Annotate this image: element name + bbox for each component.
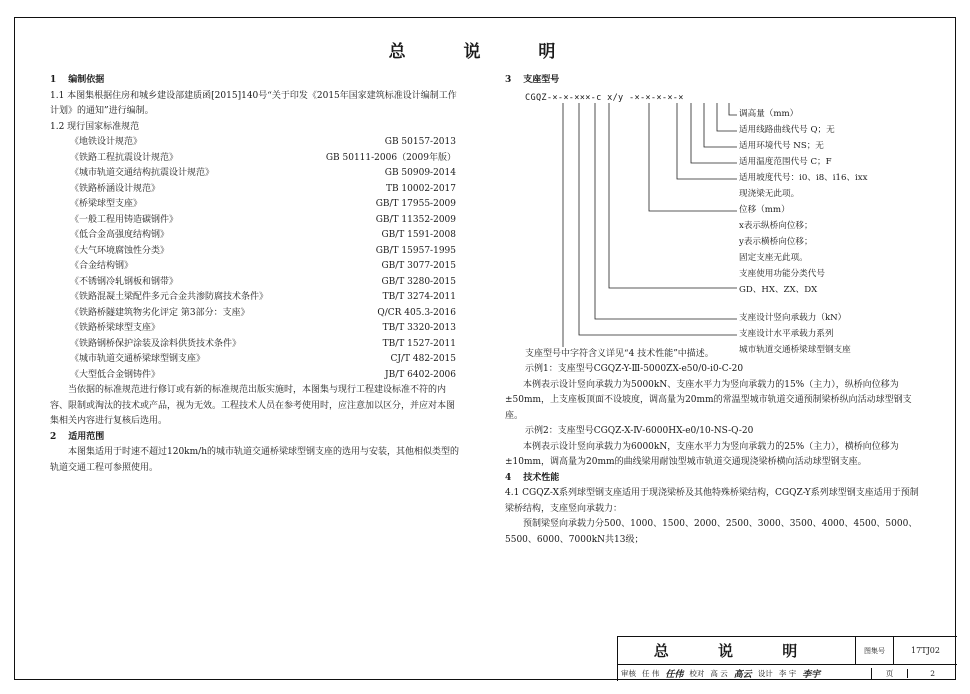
reviewer-signature: 任伟 — [665, 669, 684, 680]
standard-row — [50, 197, 462, 213]
standard-code: GB/T 15957-1995 — [375, 245, 456, 256]
callout-label: 适用环境代号 NS；无 — [739, 140, 824, 151]
standard-name: 《铁路钢桥保护涂装及涂料供货技术条件》 — [70, 338, 242, 349]
callout-label: y表示横桥向位移； — [739, 236, 813, 247]
standard-row — [50, 213, 462, 229]
section-1-number: 1 — [50, 75, 57, 85]
standard-name: 《合金结构钢》 — [70, 261, 134, 271]
section-1-title: 编制依据 — [68, 75, 105, 85]
callout-label: 支座使用功能分类代号 — [739, 268, 825, 279]
standard-name: 《铁路桥隧建筑物劣化评定 第3部分：支座》 — [70, 307, 250, 318]
callout-label: 城市轨道交通桥梁球型钢支座 — [739, 344, 851, 355]
leader-temp — [691, 103, 737, 163]
section-2-number: 2 — [50, 431, 57, 442]
standard-code: TB/T 3274-2011 — [382, 292, 456, 302]
standard-code: GB 50157-2013 — [384, 137, 456, 147]
check-label: 校对 — [689, 668, 705, 678]
standard-name: 《铁路桥涵设计规范》 — [70, 183, 161, 194]
approval-row — [618, 665, 957, 681]
example-2-description: 本例表示设计竖向承载力为6000kN，支座水平力为竖向承载力的25%（主力），横桥向位移为±10mm，调高量为20mm的曲线梁用耐蚀型城市轨道交通现浇梁桥横向活动球型钢支座。 — [505, 441, 899, 467]
page-label: 页 — [871, 668, 908, 679]
leader-disp — [649, 103, 737, 211]
leader-adjust — [729, 103, 737, 115]
leader-slope — [677, 103, 737, 179]
callout-label: GD、HX、ZX、DX — [739, 284, 818, 295]
leader-hload — [579, 103, 737, 335]
model-code: CGQZ-×-×-×××-c x/y -×-×-×-×-× — [525, 92, 684, 103]
standard-code: TB/T 3320-2013 — [382, 323, 456, 333]
section-3-number: 3 — [505, 75, 512, 85]
standard-row — [50, 151, 462, 167]
example-1-description: 本例表示设计竖向承载力为5000kN、支座水平力为竖向承载力的15%（主力），纵桥向位移为±50mm，上支座板顶面不设坡度，调高量为20mm的常温型城市轨道交通预制梁桥纵向活动球型钢支座。 — [505, 379, 912, 421]
callout-label: 适用温度范围代号 C；F — [739, 156, 832, 167]
standard-row — [50, 337, 462, 353]
checker-signature: 高云 — [733, 669, 752, 680]
design-label: 设计 — [757, 668, 773, 678]
designer-name: 李 宇 — [778, 668, 797, 678]
standards-list — [50, 135, 462, 383]
standard-row — [50, 368, 462, 384]
standard-code: CJ/T 482-2015 — [390, 354, 456, 364]
standard-row — [50, 290, 462, 306]
title-block — [617, 636, 957, 681]
section-3-heading — [505, 73, 925, 89]
paragraph-2: 本图集适用于时速不超过120km/h的城市轨道交通桥梁球型钢支座的选用与安装，其他相似类型的轨道交通工程可参照使用。 — [50, 447, 459, 473]
callout-label: 调高量（mm） — [739, 108, 799, 119]
standard-row — [50, 182, 462, 198]
callout-label: 适用线路曲线代号 Q；无 — [739, 124, 835, 135]
callout-label: x表示纵桥向位移； — [739, 220, 813, 231]
section-4-title: 技术性能 — [523, 472, 560, 483]
section-2-heading — [50, 430, 462, 446]
standard-code: TB 10002-2017 — [385, 183, 456, 194]
standard-code: GB/T 3077-2015 — [381, 261, 456, 271]
standard-code: GB/T 1591-2008 — [381, 230, 456, 240]
review-label: 审核 — [621, 668, 636, 678]
standard-code: GB/T 3280-2015 — [381, 276, 456, 287]
reviewer-name: 任 伟 — [642, 668, 660, 678]
callout-label: 支座设计竖向承载力（kN） — [739, 312, 847, 323]
right-column — [505, 73, 925, 548]
standard-row — [50, 352, 462, 368]
atlas-number-label: 图集号 — [856, 637, 894, 665]
standard-name: 《铁路桥梁球型支座》 — [70, 323, 161, 333]
paragraph-note: 当依据的标准规范进行修订或有新的标准规范出版实施时，本图集与现行工程建设标准不符的内容、限制或淘汰的技术或产品，视为无效。工程技术人员在参考使用时，应注意加以区分，并应对本图集相关内容进行复核后选用。 — [50, 385, 456, 426]
section-1-heading — [50, 73, 462, 89]
standard-code: Q/CR 405.3-2016 — [377, 307, 456, 318]
standard-name: 《地铁设计规范》 — [70, 137, 143, 147]
standard-name: 《铁路工程抗震设计规范》 — [70, 152, 179, 163]
standard-row — [50, 135, 462, 151]
standard-code: GB 50909-2014 — [384, 168, 456, 178]
standard-code: GB/T 17955-2009 — [375, 199, 456, 209]
section-2-title: 适用范围 — [68, 431, 105, 442]
standard-row — [50, 321, 462, 337]
standard-name: 《一般工程用铸造碳钢件》 — [70, 214, 179, 225]
standard-name: 《低合金高强度结构钢》 — [70, 230, 170, 240]
paragraph-3a: 支座型号中字符含义详见“4 技术性能”中描述。 — [525, 348, 714, 359]
paragraph-4-2: 预制梁竖向承载力分500、1000、1500、2000、2500、3000、3500、4000、4500、5000、5500、6000、7000kN共13级； — [505, 519, 918, 545]
standard-name: 《桥梁球型支座》 — [70, 199, 143, 209]
section-4-number: 4 — [505, 472, 512, 483]
standard-code: GB/T 11352-2009 — [375, 214, 456, 225]
paragraph-1-2: 1.2 现行国家标准规范 — [50, 121, 140, 132]
standard-name: 《城市轨道交通结构抗震设计规范》 — [70, 168, 215, 178]
page-title: 总 说 明 — [388, 42, 582, 62]
standard-row — [50, 275, 462, 291]
leader-env — [704, 103, 737, 147]
standard-code: GB 50111-2006（2009年版） — [325, 152, 456, 163]
callout-label: 固定支座无此项。 — [739, 252, 808, 263]
example-2: 示例2：支座型号CGQZ-X-Ⅳ-6000HX-e0/10-NS-Q-20 — [525, 426, 754, 436]
standard-row — [50, 228, 462, 244]
checker-name: 高 云 — [710, 668, 728, 678]
standard-row — [50, 166, 462, 182]
standard-row — [50, 244, 462, 260]
page-number: 2 — [907, 669, 957, 678]
standard-name: 《大气环境腐蚀性分类》 — [70, 245, 170, 256]
callout-label: 位移（mm） — [739, 204, 790, 215]
callout-label: 适用坡度代号：i0、i8、i16、ixx — [739, 172, 868, 183]
standard-name: 《城市轨道交通桥梁球型钢支座》 — [70, 354, 206, 364]
section-4-heading — [505, 471, 925, 487]
leader-curve — [717, 103, 737, 131]
designer-signature: 李宇 — [802, 669, 821, 680]
left-column — [50, 73, 462, 476]
standard-row — [50, 259, 462, 275]
standard-row — [50, 306, 462, 322]
section-3-title: 支座型号 — [523, 75, 560, 85]
standard-code: TB/T 1527-2011 — [382, 338, 456, 349]
title-block-title: 总 说 明 — [618, 637, 856, 665]
paragraph-4-1: 4.1 CGQZ-X系列球型钢支座适用于现浇梁桥及其他特殊桥梁结构，CGQZ-Y系列球型钢支座适用于预制梁桥结构，支座竖向承载力： — [505, 488, 919, 514]
standard-name: 《铁路混凝土梁配件多元合金共渗防腐技术条件》 — [70, 292, 269, 302]
standard-name: 《不锈钢冷轧钢板和钢带》 — [70, 276, 179, 287]
callout-label: 现浇梁无此项。 — [739, 188, 800, 199]
callout-leader-lines — [505, 89, 925, 347]
paragraph-1-1: 1.1 本图集根据住房和城乡建设部建质函[2015]140号“关于印发《2015年国家建筑标准设计编制工作计划》的通知”进行编制。 — [50, 90, 457, 116]
standard-name: 《大型低合金钢铸件》 — [70, 369, 161, 380]
atlas-number: 17TJ02 — [894, 637, 957, 665]
example-1: 示例1：支座型号CGQZ-Y-Ⅲ-5000ZX-e50/0-i0-C-20 — [525, 364, 744, 374]
standard-code: JB/T 6402-2006 — [385, 369, 456, 380]
callout-label: 支座设计水平承载力系列 — [739, 328, 834, 339]
leader-product — [563, 103, 737, 347]
